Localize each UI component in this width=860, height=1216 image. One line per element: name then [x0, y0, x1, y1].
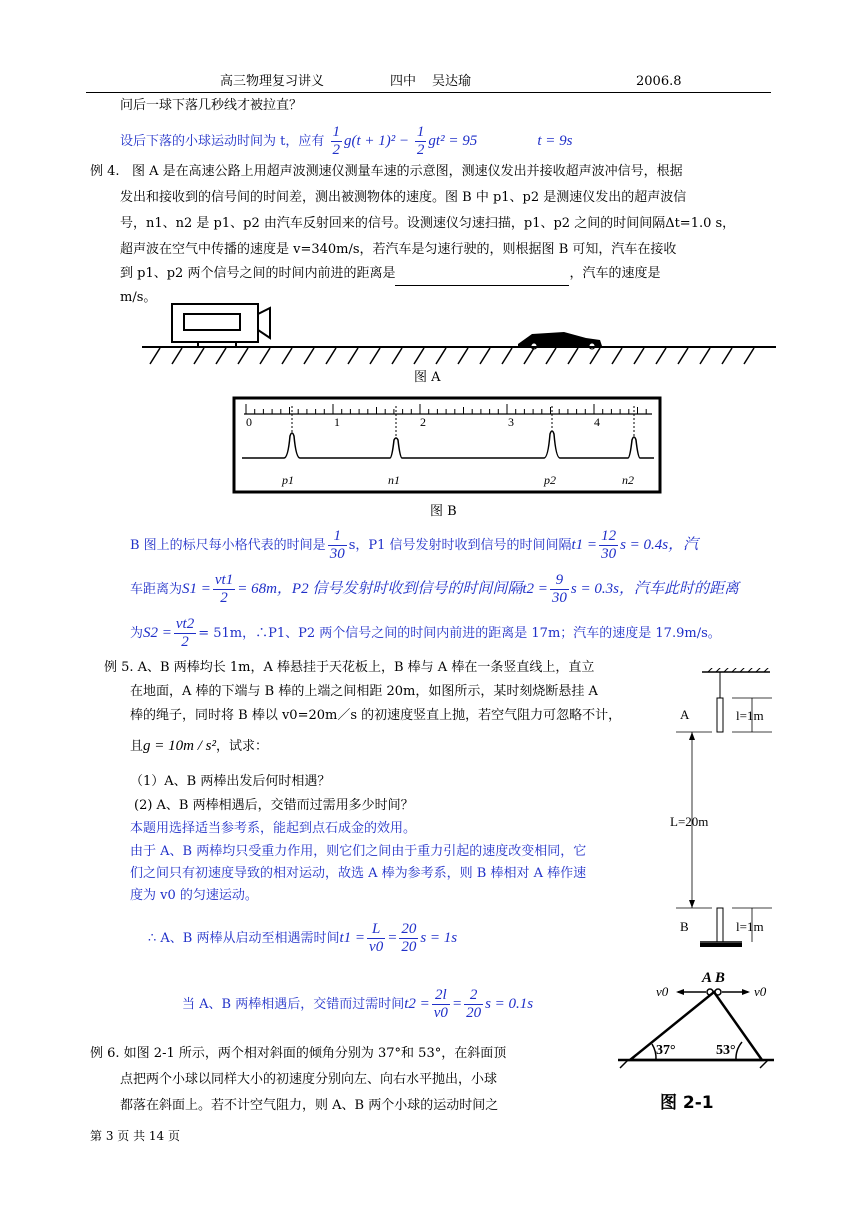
example-4-solution-line	[130, 614, 721, 653]
figure-a-caption: 图 A	[414, 370, 441, 385]
fraction: $\frac{12}{30}$	[601, 528, 617, 562]
fraction: $\frac{20}{20}$	[401, 921, 417, 955]
solution-text: 当 A、B 两棒相遇后，交错而过需时间	[182, 997, 405, 1012]
result: t = 9s	[537, 133, 573, 149]
example-5-equation	[148, 918, 457, 959]
example-4-line: 发出和接收到的信号间的时间差，测出被测物体的速度。图 B 中 p1、p2 是测速仪发出的超声波信	[120, 190, 687, 205]
example-5-line: 在地面，A 棒的下端与 B 棒的上端之间相距 20m，如图所示，某时刻烧断悬挂 A	[130, 684, 598, 699]
example-6-line: 点把两个小球以同样大小的初速度分别向左、向右水平抛出，小球	[120, 1072, 498, 1087]
example-4-text: 到 p1、p2 两个信号之间的时间内前进的距离是	[120, 266, 396, 281]
solution-text: = 51m，∴P1、P2 两个信号之间的时间内前进的距离是 17m；汽车的速度是 17.9m/s。	[198, 626, 721, 641]
solution-text: B 图上的标尺每小格代表的时间是	[130, 538, 326, 553]
math-symbol: t2 =	[404, 996, 430, 1012]
header-date: 2006.8	[636, 74, 682, 89]
velocity-left-label: v0	[656, 984, 669, 999]
slopes-figure	[616, 968, 776, 1118]
example-4-line	[120, 262, 660, 286]
example-5-text: ，试求：	[215, 739, 268, 754]
example-4-line: 超声波在空气中传播的速度是 v=340m/s，若汽车是匀速行驶的，则根据图 B 可知，汽车在接收	[120, 242, 677, 257]
ruler-number: 1	[334, 415, 340, 429]
solution-text: s = 0.1s	[485, 996, 534, 1012]
equation-tail: = 95	[448, 133, 478, 149]
left-arrow-icon	[676, 989, 684, 995]
figure-b	[232, 396, 662, 494]
example-5-solution: 本题用选择适当参考系，能起到点石成金的效用。	[130, 821, 417, 836]
solution-text: = 68m，P2 信号发射时收到信号的时间间隔	[237, 581, 523, 597]
ruler-number: 4	[594, 415, 600, 429]
balls-label: A B	[702, 970, 725, 986]
example-5-line: 例 5. A、B 两棒均长 1m，A 棒悬挂于天花板上，B 棒与 A 棒在一条竖直线上，直立	[104, 660, 595, 675]
solution-text: ∴ A、B 两棒从启动至相遇需时间	[148, 931, 340, 946]
solution-text: 为	[130, 626, 144, 641]
fraction: $\frac{L}{v0}$	[369, 921, 384, 955]
example-5-equation	[182, 984, 533, 1025]
ground-hatch	[700, 943, 742, 947]
rod-a-label: A	[680, 707, 690, 722]
ground-hatch	[150, 348, 754, 364]
math-symbol: =	[451, 996, 463, 1012]
ruler-number: 0	[246, 415, 252, 429]
fraction: $\frac{1}{30}$	[329, 528, 345, 562]
figure-a	[140, 300, 780, 372]
example-4-line: 号，n1、n2 是 p1、p2 由汽车反射回来的信号。设测速仪匀速扫描，p1、p2 之间的时间间隔Δt=1.0 s，	[120, 216, 736, 231]
rod-b-length: l=1m	[736, 919, 764, 934]
example-5-text: 且	[130, 739, 144, 754]
half-fraction: $\frac{1}{2}$	[332, 124, 340, 158]
figure-caption: 图 2-1	[660, 1093, 714, 1113]
header-school: 四中	[390, 74, 417, 89]
pulse-labels	[281, 473, 634, 487]
half-fraction: $\frac{1}{2}$	[416, 124, 425, 158]
figure-b-caption: 图 B	[430, 504, 457, 519]
pulse-label: n1	[388, 473, 400, 487]
continued-answer: 设后下落的小球运动时间为 t，应有 $\frac{1}{2}$ g(t + 1)² − $\frac{1}{2}$ gt² = 95 t = 9s	[120, 124, 573, 158]
ruler-number: 3	[508, 415, 514, 429]
slopes-triangle	[630, 992, 762, 1060]
fraction: $\frac{9}{30}$	[551, 572, 567, 606]
example-6-line: 都落在斜面上。若不计空气阻力，则 A、B 两个小球的运动时间之	[120, 1098, 499, 1113]
gravity-value: g = 10m / s²	[143, 738, 216, 754]
ruler-number: 2	[420, 415, 426, 429]
continued-question: 问后一球下落几秒线才被拉直？	[120, 98, 303, 113]
example-4-line: 图 A 是在高速公路上用超声波测速仪测量车速的示意图，测速仪发出并接收超声波冲信号，根据	[132, 164, 683, 179]
fraction: $\frac{2}{20}$	[466, 987, 482, 1021]
pulse-label: n2	[622, 473, 634, 487]
right-arrow-icon	[742, 989, 750, 995]
rod-b	[717, 908, 723, 942]
math-symbol: S1 =	[182, 581, 211, 597]
math-symbol: t1 =	[571, 537, 598, 553]
header-title: 高三物理复习讲义	[220, 74, 325, 89]
pulse-label: p2	[544, 473, 556, 487]
page-number: 第 3 页 共 14 页	[90, 1129, 180, 1143]
header-author: 吴达瑜	[432, 74, 472, 89]
header-rule	[86, 92, 771, 93]
ball-b	[715, 989, 721, 995]
example-4-label: 例 4.	[90, 164, 120, 179]
example-6-line: 例 6. 如图 2-1 所示，两个相对斜面的倾角分别为 37°和 53°，在斜面顶	[90, 1046, 507, 1061]
example-4-text: ，汽车的速度是	[569, 266, 661, 281]
distance-label: L=20m	[670, 814, 709, 829]
speed-meter-icon	[172, 304, 270, 346]
velocity-right-label: v0	[754, 984, 767, 999]
solution-text: s = 0.3s，汽车此时的距离	[570, 581, 739, 597]
solution-text: s = 0.4s，汽	[620, 537, 699, 553]
math-symbol: t1 =	[339, 930, 366, 946]
math-symbol: S2 =	[143, 625, 172, 641]
rod-b-label: B	[680, 919, 689, 934]
solution-text: s = 1s	[420, 930, 458, 946]
example-5-solution: 度为 v0 的匀速运动。	[130, 888, 258, 903]
rod-a-length: l=1m	[736, 708, 764, 723]
math-symbol: =	[387, 930, 398, 946]
math-symbol: t2 =	[522, 581, 548, 597]
solution-text: s，P1 信号发射时收到信号的时间间隔	[348, 538, 572, 553]
angle-left-label: 37°	[656, 1043, 676, 1058]
example-5-solution: 由于 A、B 两棒均只受重力作用，则它们之间由于重力引起的速度改变相同，它	[130, 844, 587, 859]
question-2: (2) A、B 两棒相遇后，交错而过需用多少时间？	[134, 798, 414, 813]
solution-text: 车距离为	[130, 582, 183, 597]
example-5-solution: 们之间只有初速度导致的相对运动，故选 A 棒为参考系，则 B 棒相对 A 棒作速	[130, 866, 587, 881]
ruler-numbers	[246, 415, 600, 429]
example-4-solution-line	[130, 526, 698, 565]
pulse-label: p1	[282, 473, 294, 487]
fraction: $\frac{2l}{v0}$	[433, 987, 448, 1021]
question-1: （1）A、B 两棒出发后何时相遇？	[130, 774, 331, 789]
example-4-solution-line	[130, 570, 739, 609]
example-5-line: 棒的绳子，同时将 B 棒以 v0=20m／s 的初速度竖直上抛，若空气阻力可忽略不计，	[130, 708, 622, 723]
ruler-ticks	[246, 404, 646, 414]
rods-figure	[662, 668, 774, 952]
angle-right-label: 53°	[716, 1043, 736, 1058]
example-5-line	[130, 734, 268, 759]
rod-a	[717, 698, 723, 732]
continued-answer-text: 设后下落的小球运动时间为 t，应有	[120, 134, 325, 149]
answer-blank[interactable]	[395, 270, 569, 286]
example-4-line: m/s。	[120, 290, 157, 305]
fraction: $\frac{vt1}{2}$	[214, 572, 234, 606]
fraction: $\frac{vt2}{2}$	[175, 616, 195, 650]
signal-trace	[242, 431, 654, 458]
